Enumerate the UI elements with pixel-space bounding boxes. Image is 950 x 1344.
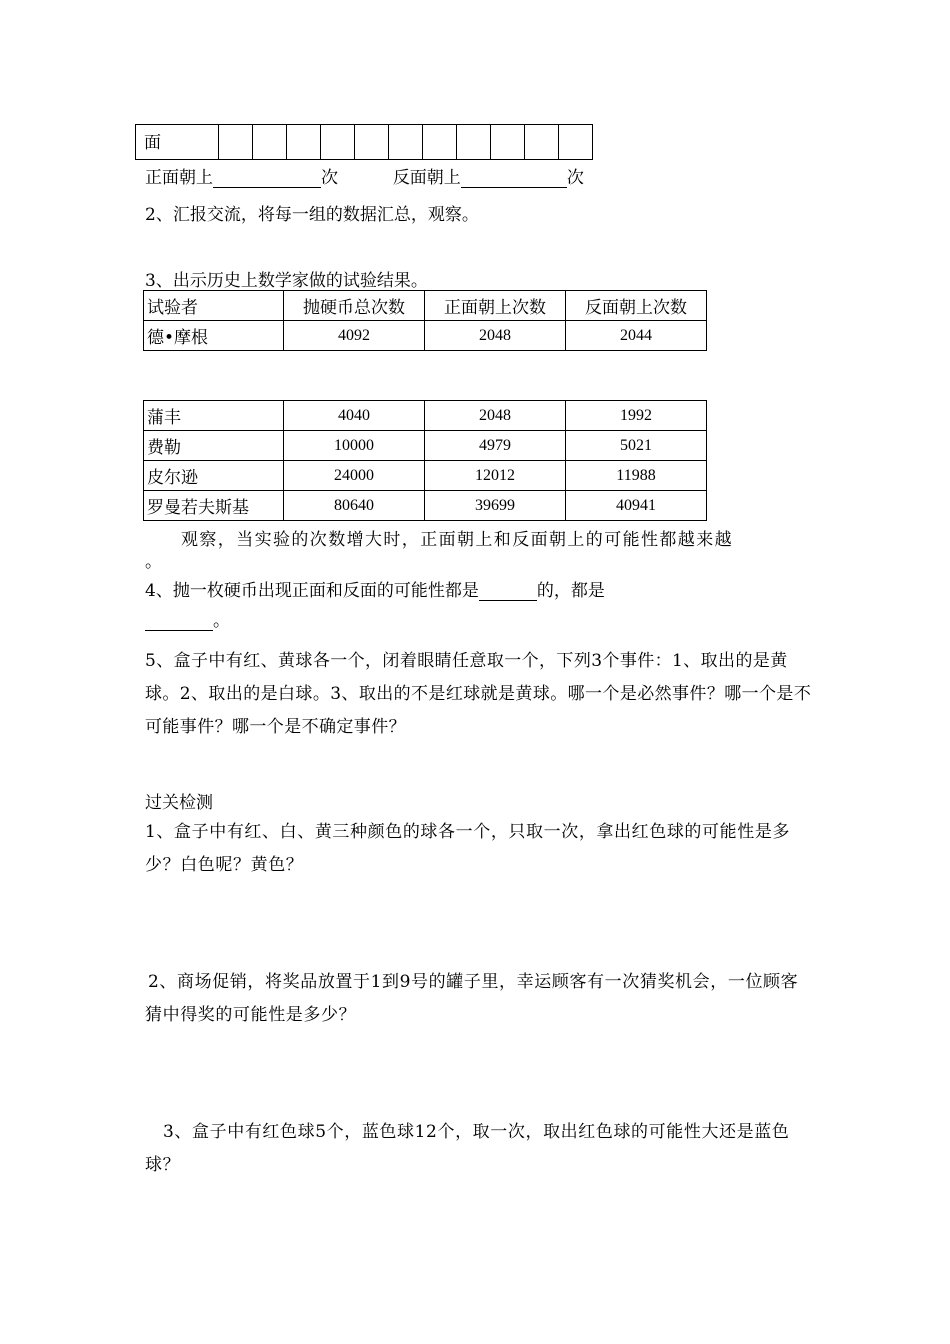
- tally-row-label: 面: [136, 125, 219, 160]
- tally-cell[interactable]: [559, 125, 593, 160]
- tally-cell[interactable]: [491, 125, 525, 160]
- item-4-text-3: 。: [213, 611, 230, 631]
- total-value: 80640: [284, 491, 425, 521]
- table-row: [144, 401, 707, 431]
- back-value: 5021: [566, 431, 707, 461]
- item-4-blank-1[interactable]: [479, 582, 537, 601]
- table-row: [144, 461, 707, 491]
- history-table-top: [143, 290, 707, 351]
- front-count-unit: 次: [321, 168, 338, 188]
- experimenter-name: 德•摩根: [144, 321, 284, 351]
- tally-cell[interactable]: [287, 125, 321, 160]
- tally-cell[interactable]: [321, 125, 355, 160]
- tally-cell[interactable]: [355, 125, 389, 160]
- back-value: 2044: [566, 321, 707, 351]
- item-4: [145, 576, 605, 601]
- header-back: 反面朝上次数: [566, 291, 707, 321]
- check-title: 过关检测: [145, 793, 213, 813]
- item-4-text-1: 4、抛一枚硬币出现正面和反面的可能性都是: [145, 581, 479, 601]
- item-4-blank-2[interactable]: [145, 612, 213, 631]
- item-5: 5、盒子中有红、黄球各一个，闭着眼睛任意取一个，下列3个事件：1、取出的是黄球。2、取出的是白球。3、取出的不是红球就是黄球。哪一个是必然事件？哪一个是不可能事件？哪一个是不确定事件？: [145, 651, 812, 737]
- tally-cell[interactable]: [423, 125, 457, 160]
- question-3: 3、盒子中有红色球5个，蓝色球12个，取一次，取出红色球的可能性大还是蓝色球？: [145, 1122, 790, 1175]
- item-4-text-2: 的，都是: [536, 581, 605, 601]
- table-row: [144, 431, 707, 461]
- tally-table: [135, 124, 593, 160]
- tally-cell[interactable]: [219, 125, 253, 160]
- front-value: 4979: [425, 431, 566, 461]
- front-value: 39699: [425, 491, 566, 521]
- experimenter-name: 费勒: [144, 431, 284, 461]
- history-table-bottom: [143, 400, 707, 521]
- item-4-line-2: [145, 606, 230, 631]
- total-value: 4092: [284, 321, 425, 351]
- observe-line-1: 观察，当实验的次数增大时，正面朝上和反面朝上的可能性都越来越: [181, 530, 733, 550]
- total-value: 4040: [284, 401, 425, 431]
- back-count-blank[interactable]: [461, 169, 567, 188]
- question-2: 2、商场促销，将奖品放置于1到9号的罐子里，幸运顾客有一次猜奖机会，一位顾客猜中得奖的可能性是多少？: [145, 972, 799, 1025]
- front-value: 2048: [425, 321, 566, 351]
- table-row: [144, 321, 707, 351]
- observe-line-2: 。: [145, 552, 162, 572]
- back-count-unit: 次: [566, 168, 584, 188]
- experimenter-name: 皮尔逊: [144, 461, 284, 491]
- history-table-header-row: [144, 291, 707, 321]
- header-total: 抛硬币总次数: [284, 291, 425, 321]
- header-experimenter: 试验者: [144, 291, 284, 321]
- count-line: [145, 163, 584, 188]
- item-3: 3、出示历史上数学家做的试验结果。: [145, 271, 428, 291]
- front-value: 2048: [425, 401, 566, 431]
- experimenter-name: 罗曼若夫斯基: [144, 491, 284, 521]
- total-value: 24000: [284, 461, 425, 491]
- front-count-blank[interactable]: [213, 169, 321, 188]
- tally-cell[interactable]: [253, 125, 287, 160]
- question-1: 1、盒子中有红、白、黄三种颜色的球各一个，只取一次，拿出红色球的可能性是多少？白色呢？黄色？: [145, 822, 791, 875]
- experimenter-name: 蒲丰: [144, 401, 284, 431]
- back-count-label: 反面朝上: [392, 168, 461, 188]
- back-value: 1992: [566, 401, 707, 431]
- table-row: [144, 491, 707, 521]
- tally-cell[interactable]: [389, 125, 423, 160]
- tally-cell[interactable]: [457, 125, 491, 160]
- item-2: 2、汇报交流，将每一组的数据汇总，观察。: [145, 205, 479, 225]
- total-value: 10000: [284, 431, 425, 461]
- front-count-label: 正面朝上: [145, 168, 213, 188]
- front-value: 12012: [425, 461, 566, 491]
- tally-cell[interactable]: [525, 125, 559, 160]
- header-front: 正面朝上次数: [425, 291, 566, 321]
- back-value: 11988: [566, 461, 707, 491]
- back-value: 40941: [566, 491, 707, 521]
